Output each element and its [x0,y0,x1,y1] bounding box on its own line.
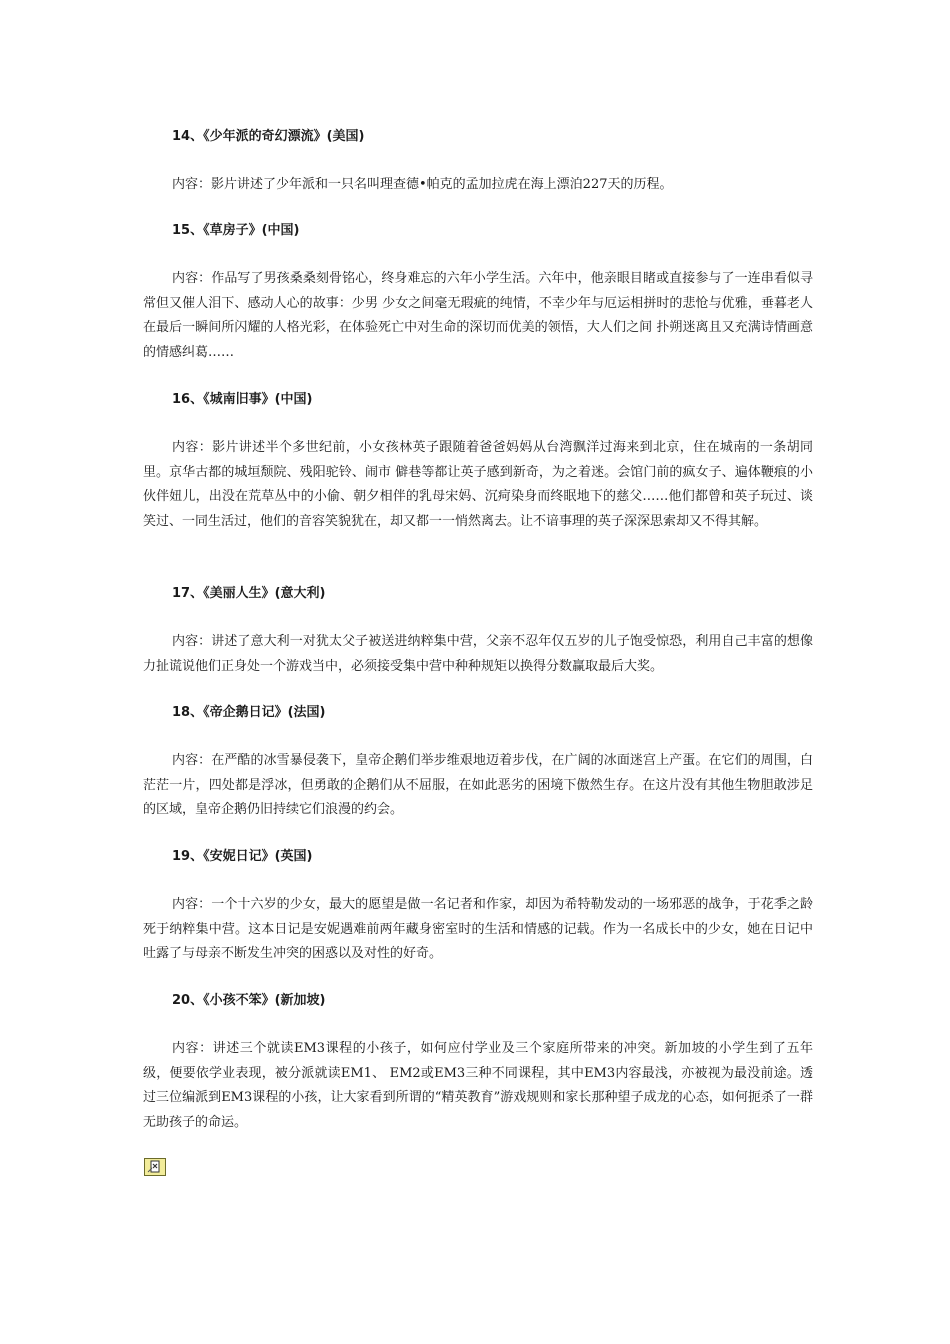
entry-content: 内容：影片讲述半个多世纪前，小女孩林英子跟随着爸爸妈妈从台湾飘洋过海来到北京，住在城南的一条胡同里。京华古都的城垣颓院、残阳驼铃、闹市 僻巷等都让英子感到新奇，为之着迷。会馆门前的疯女子、遍体鞭痕的小伙伴妞儿，出没在荒草丛中的小偷、朝夕相伴的乳母宋妈、沉疴染身而终眠地下的慈父……他们都曾和英子玩过、谈笑过、一同生活过，他们的音容笑貌犹在，却又都一一悄然离去。让不谙事理的英子深深思索却又不得其解。 [143,440,813,529]
entry-heading: 20、《小孩不笨》(新加坡) [172,993,326,1008]
entry-heading: 14、《少年派的奇幻漂流》(美国) [172,129,365,144]
entry-heading: 15、《草房子》(中国) [172,223,300,238]
entry-content: 内容：一个十六岁的少女，最大的愿望是做一名记者和作家，却因为希特勒发动的一场邪恶的战争，于花季之龄死于纳粹集中营。这本日记是安妮遇难前两年藏身密室时的生活和情感的记载。作为一名成长中的少女，她在日记中吐露了与母亲不断发生冲突的困惑以及对性的好奇。 [143,897,813,961]
entry-content: 内容：讲述三个就读EM3课程的小孩子，如何应付学业及三个家庭所带来的冲突。新加坡的小学生到了五年级，便要依学业表现，被分派就读EM1、 EM2或EM3三种不同课程，其中EM3内容最浅，亦被视为最没前途。透过三位编派到EM3课程的小孩，让大家看到所谓的“精英教育”游戏规则和家长那种望子成龙的心态，如何扼杀了一群无助孩子的命运。 [143,1041,813,1130]
entry-20 [143,991,813,1135]
entry-heading: 16、《城南旧事》(中国) [172,392,313,407]
entry-17 [143,584,813,679]
entry-16 [143,390,813,534]
entry-19 [143,847,813,967]
entry-heading: 18、《帝企鹅日记》(法国) [172,705,326,720]
entry-heading: 19、《安妮日记》(英国) [172,849,313,864]
entry-content: 内容：讲述了意大利一对犹太父子被送进纳粹集中营，父亲不忍年仅五岁的儿子饱受惊恐，利用自己丰富的想像力扯谎说他们正身处一个游戏当中，必须接受集中营中种种规矩以换得分数赢取最后大奖。 [143,634,813,674]
broken-image-icon [144,1158,166,1176]
entry-content: 内容：在严酷的冰雪暴侵袭下，皇帝企鹅们举步维艰地迈着步伐，在广阔的冰面迷宫上产蛋。在它们的周围，白茫茫一片，四处都是浮冰，但勇敢的企鹅们从不屈服，在如此恶劣的困境下傲然生存。在这片没有其他生物胆敢涉足的区域，皇帝企鹅仍旧持续它们浪漫的约会。 [143,753,813,817]
entry-heading: 17、《美丽人生》(意大利) [172,586,326,601]
entry-15 [143,221,813,365]
entry-content: 内容：作品写了男孩桑桑刻骨铭心，终身难忘的六年小学生活。六年中，他亲眼目睹或直接参与了一连串看似寻常但又催人泪下、感动人心的故事：少男 少女之间毫无瑕疵的纯情，不幸少年与厄运相拼时的悲怆与优雅，垂暮老人在最后一瞬间所闪耀的人格光彩，在体验死亡中对生命的深切而优美的领悟，大人们之间 扑朔迷离且又充满诗情画意的情感纠葛…… [143,271,813,360]
entry-content: 内容：影片讲述了少年派和一只名叫理查德•帕克的孟加拉虎在海上漂泊227天的历程。 [172,177,673,192]
entry-18 [143,703,813,823]
entry-14 [143,127,813,198]
